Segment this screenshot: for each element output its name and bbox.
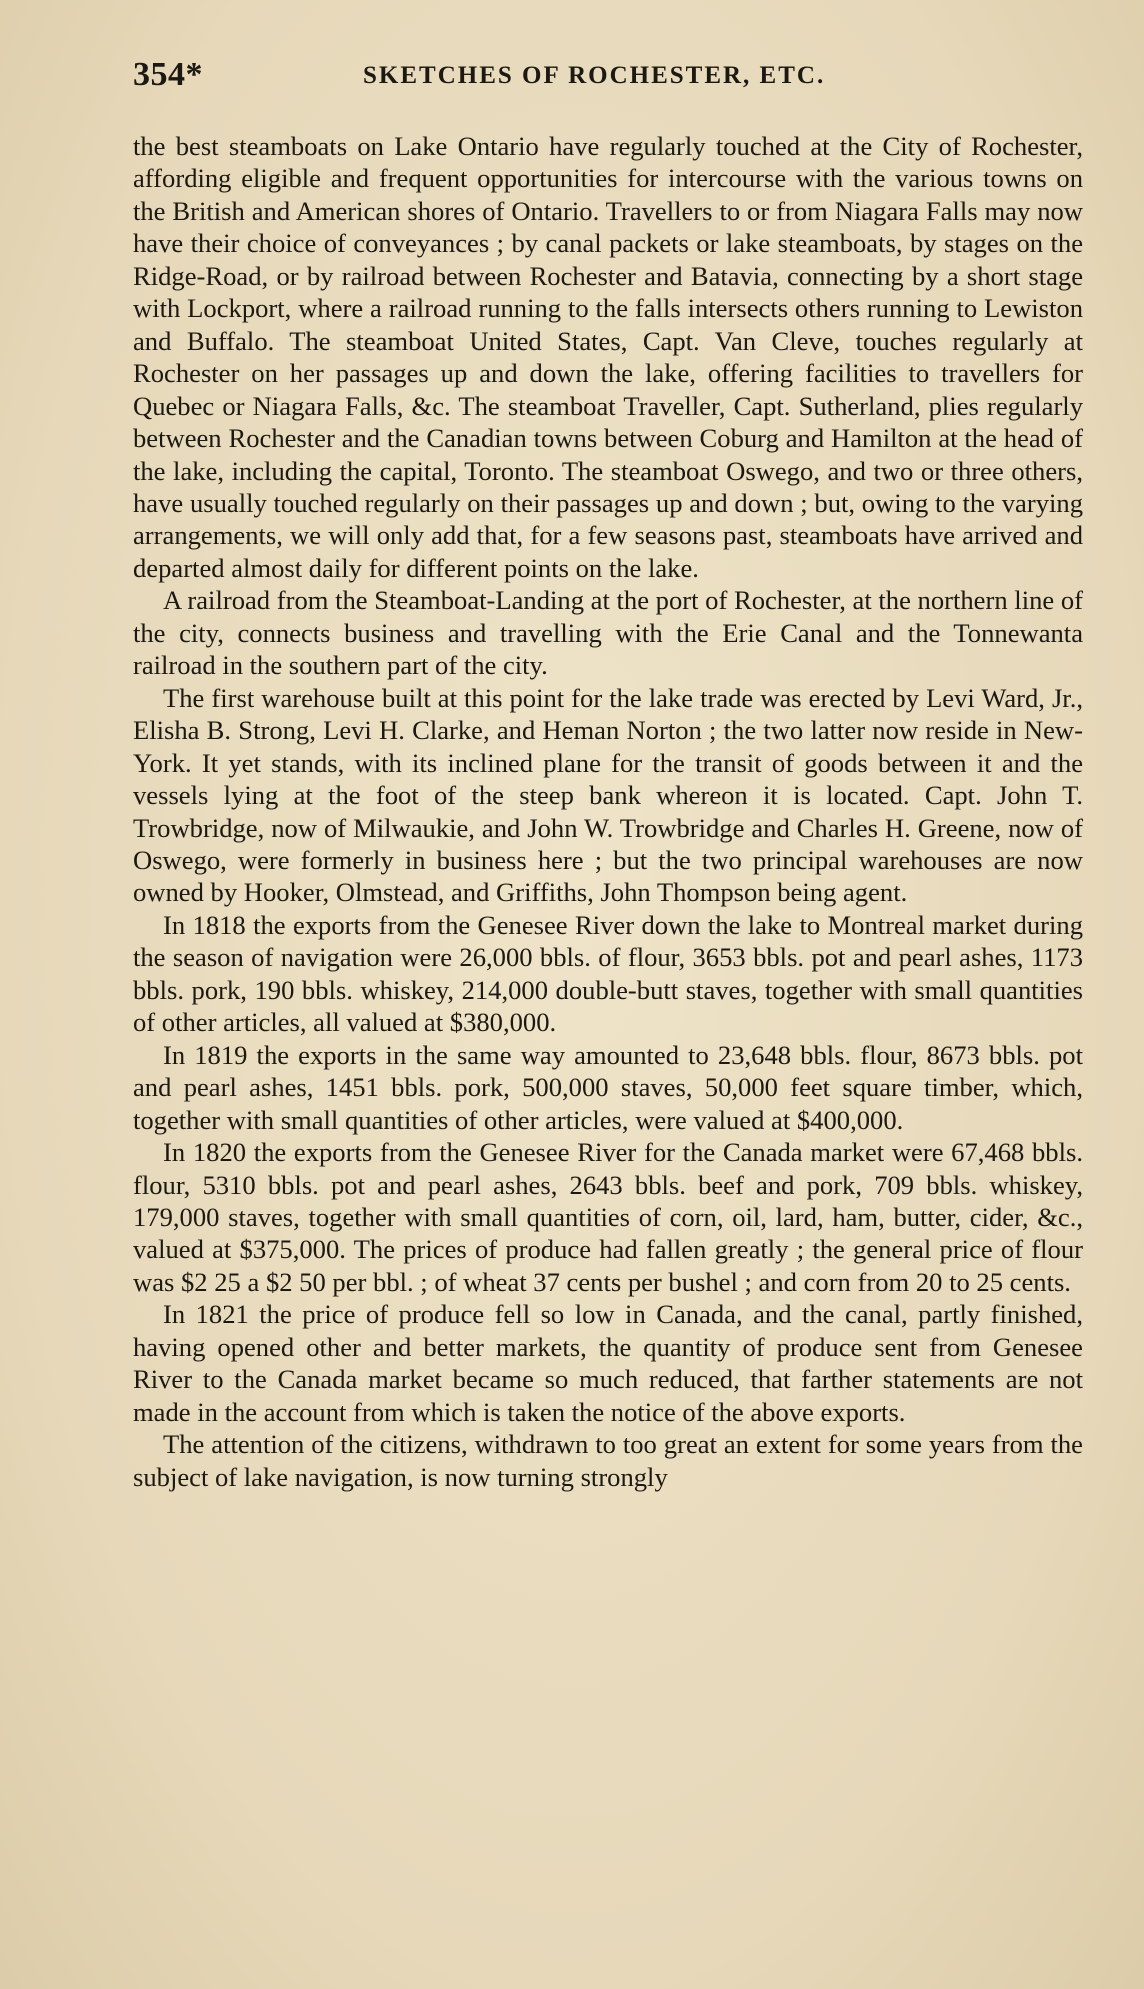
paragraph: A railroad from the Steamboat-Landing at the port of Rochester, at the northern line of the city, connects business and travelling with the Erie Canal and the Tonnewanta railroad in the southern part of the city. [133, 585, 1083, 681]
paragraph: the best steamboats on Lake Ontario have regularly touched at the City of Rochester, affording eligible and frequent opportunities for intercourse with the various towns on the British and American shores of Ontario. Travellers to or from Niagara Falls may now have their choice of conveyances ; by canal packets or lake steamboats, by stages on the Ridge-Road, or by railroad between Rochester and Batavia, connecting by a short stage with Lockport, where a railroad running to the falls intersects others running to Lewiston and Buffalo. The steamboat United States, Capt. Van Cleve, touches regularly at Rochester on her passages up and down the lake, offering facilities to travellers for Quebec or Niagara Falls, &c. The steamboat Traveller, Capt. Sutherland, plies regularly between Rochester and the Canadian towns between Coburg and Hamilton at the head of the lake, including the capital, Toronto. The steamboat Oswego, and two or three others, have usually touched regularly on their passages up and down ; but, owing to the varying arrangements, we will only add that, for a few seasons past, steamboats have arrived and departed almost daily for different points on the lake. [133, 131, 1083, 583]
paragraph: In 1820 the exports from the Genesee River for the Canada market were 67,468 bbls. flour, 5310 bbls. pot and pearl ashes, 2643 bbls. beef and pork, 709 bbls. whiskey, 179,000 staves, together with small quantities of corn, oil, lard, ham, butter, cider, &c., valued at $375,000. The prices of produce had fallen greatly ; the general price of flour was $2 25 a $2 50 per bbl. ; of wheat 37 cents per bushel ; and corn from 20 to 25 cents. [133, 1137, 1083, 1297]
running-head: SKETCHES OF ROCHESTER, ETC. [363, 62, 826, 89]
paragraph: The attention of the citizens, withdrawn to too great an extent for some years from the subject of lake navigation, is now turning strongly [133, 1429, 1083, 1492]
paragraph: In 1818 the exports from the Genesee River down the lake to Montreal market during the season of navigation were 26,000 bbls. of flour, 3653 bbls. pot and pearl ashes, 1173 bbls. pork, 190 bbls. whiskey, 214,000 double-butt staves, together with small quantities of other articles, all valued at $380,000. [133, 909, 1083, 1038]
paragraph: In 1821 the price of produce fell so low in Canada, and the canal, partly finished, having opened other and better markets, the quantity of produce sent from Genesee River to the Canada market became so much reduced, that farther statements are not made in the account from which is taken the notice of the above exports. [133, 1299, 1083, 1427]
body-text [133, 130, 1083, 1493]
page-header [133, 56, 1083, 102]
paragraph: The first warehouse built at this point for the lake trade was erected by Levi Ward, Jr., Elisha B. Strong, Levi H. Clarke, and Heman Norton ; the two latter now reside in New-York. It yet stands, with its inclined plane for the transit of goods between it and the vessels lying at the foot of the steep bank whereon it is located. Capt. John T. Trowbridge, now of Milwaukie, and John W. Trowbridge and Charles H. Greene, now of Oswego, were formerly in business here ; but the two principal warehouses are now owned by Hooker, Olmstead, and Griffiths, John Thompson being agent. [133, 682, 1083, 908]
paragraph: In 1819 the exports in the same way amounted to 23,648 bbls. flour, 8673 bbls. pot and pearl ashes, 1451 bbls. pork, 500,000 staves, 50,000 feet square timber, which, together with small quantities of other articles, were valued at $400,000. [133, 1039, 1083, 1135]
page-number: 354* [133, 56, 203, 93]
